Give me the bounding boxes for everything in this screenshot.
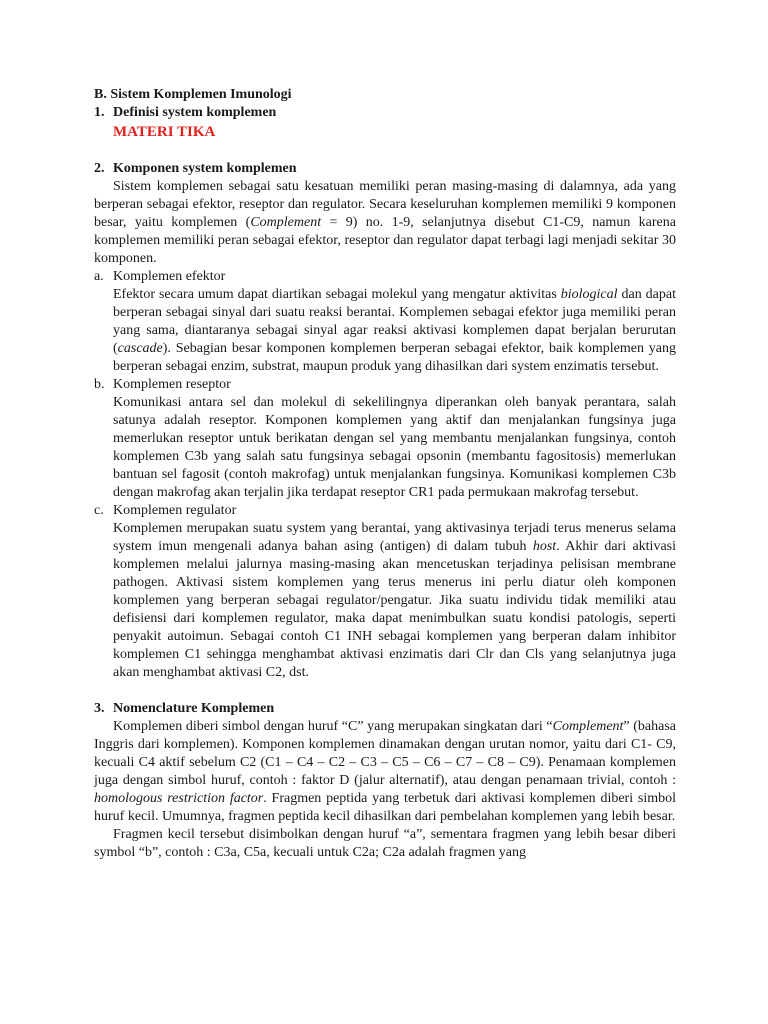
sub-c-letter: c. [94, 503, 104, 518]
p1-text-a: Komplemen diberi simbol dengan huruf “C” yang merupakan singkatan dari “ [113, 719, 553, 734]
materi-tika-note: MATERI TIKA [113, 124, 216, 140]
item-3-paragraph-2: Fragmen kecil tersebut disimbolkan dengan huruf “a”, sementara fragmen yang lebih besar diberi symbol “b”, contoh : C3a, C5a, kecuali untuk C2a; C2a adalah fragmen yang [94, 827, 676, 860]
item-3-paragraph-1 [94, 718, 676, 826]
item-3-title: Nomenclature Komplemen [113, 701, 275, 716]
sub-c-heading [94, 502, 676, 520]
item-1-heading [94, 104, 676, 122]
sub-b-title: Komplemen reseptor [113, 377, 231, 392]
p1-text-c: . Fragmen peptida yang terbetuk dari aktivasi komplemen diberi simbol huruf kecil. Umumnya, fragmen peptida kecil dihasilkan dari pembelahan komplemen yang lebih besar. [94, 791, 676, 824]
item-3-number: 3. [94, 701, 105, 716]
sub-c-italic: host [532, 539, 557, 554]
sub-c-text-b: . Akhir dari aktivasi komplemen melalui jalurnya masing-masing akan mencetuskan terjadinya pelisisan membrane pathogen. Aktivasi sistem komplemen yang terus menerus ini perlu diatur oleh komponen komplemen yang berperan sebagai regulator/pengatur. Jika suatu individu tidak memiliki atau defisiensi dari komplemen regulator, maka dapat menimbulkan suatu kondisi patologis, seperti penyakit autoimun. Sebagai contoh C1 INH sebagai komplemen yang berperan dalam inhibitor komplemen C1 sehingga menghambat aktivasi enzimatis dari Clr dan Cls yang selanjutnya juga akan menghambat aktivasi C2, dst. [113, 539, 677, 680]
sub-c-body [113, 520, 676, 682]
item-3-heading [94, 700, 676, 718]
sub-c-text-a: Komplemen merupakan suatu system yang berantai, yang aktivasinya terjadi terus menerus selama system imun mengenali adanya bahan asing (antigen) di dalam tubuh [113, 521, 676, 554]
sub-a-italic: biological [560, 287, 618, 302]
sub-a-text-c: ). Sebagian besar komponen komplemen berperan sebagai efektor, baik komplemen yang berperan sebagai enzim, substrat, maupun produk yang dihasilkan dari system enzimatis tersebut. [113, 341, 676, 374]
item-1-number: 1. [94, 105, 105, 120]
sub-c-title: Komplemen regulator [113, 503, 237, 518]
item-2-intro [94, 178, 676, 268]
sub-b-heading [94, 376, 676, 394]
item-2-title: Komponen system komplemen [113, 161, 297, 176]
sub-a-title: Komplemen efektor [113, 269, 226, 284]
intro-text-a: Sistem komplemen sebagai satu kesatuan memiliki peran masing-masing di dalamnya, ada yang berperan sebagai efektor, reseptor dan regulator. Secara keseluruhan komplemen memiliki 9 komponen besar, yaitu komplemen ( [94, 179, 676, 230]
sub-a-letter: a. [94, 269, 104, 284]
sub-a-heading [94, 268, 676, 286]
p1-italic: Complement [552, 719, 624, 734]
p1-text-b: ” (bahasa Inggris dari komplemen). Komponen komplemen dinamakan dengan urutan nomor, yaitu dari C1- C9, kecuali C4 aktif sebelum C2 (C1 – C4 – C2 – C3 – C5 – C6 – C7 – C8 – C9). Penamaan komplemen juga dengan simbol huruf, contoh : faktor D (jalur alternatif), atau dengan penamaan trivial, contoh : [94, 719, 676, 788]
p1-italic-2: homologous restriction factor [94, 791, 264, 806]
spacer [94, 682, 676, 700]
intro-italic: Complement [250, 215, 322, 230]
sub-a-italic-2: cascade [117, 341, 163, 356]
item-2-number: 2. [94, 161, 105, 176]
item-2-heading [94, 160, 676, 178]
sub-a-text-a: Efektor secara umum dapat diartikan sebagai molekul yang mengatur aktivitas [113, 287, 561, 302]
item-1-title: Definisi system komplemen [113, 105, 277, 120]
section-heading: B. Sistem Komplemen Imunologi [94, 87, 292, 102]
sub-a-text-b: dan dapat berperan sebagai sinyal dari suatu reaksi berantai. Komplemen sebagai efektor juga memiliki peran yang sama, diantaranya sebagai sinyal agar reaksi aktivasi komplemen dapat berjalan berurutan ( [113, 287, 676, 356]
sub-b-body: Komunikasi antara sel dan molekul di sekelilingnya diperankan oleh banyak perantara, salah satunya adalah reseptor. Komponen komplemen yang aktif dan menjalankan fungsinya juga memerlukan reseptor untuk berikatan dengan sel yang membantu menjalankan fungsinya, contoh komplemen C3b yang salah satu fungsinya sebagai opsonin (membantu fagositosis) memerlukan bantuan sel fagosit (contoh makrofag) untuk menjalankan fungsinya. Komunikasi komplemen C3b dengan makrofag akan terjalin jika terdapat reseptor CR1 pada permukaan makrofag tersebut. [113, 395, 676, 500]
sub-b-letter: b. [94, 377, 105, 392]
document-page [94, 86, 676, 862]
spacer [94, 142, 676, 160]
intro-text-b: = 9) no. 1-9, selanjutnya disebut C1-C9, namun karena komplemen memiliki peran sebagai efektor, reseptor dan regulator dapat terbagi lagi menjadi sekitar 30 komponen. [94, 215, 676, 266]
sub-a-body [113, 286, 676, 376]
